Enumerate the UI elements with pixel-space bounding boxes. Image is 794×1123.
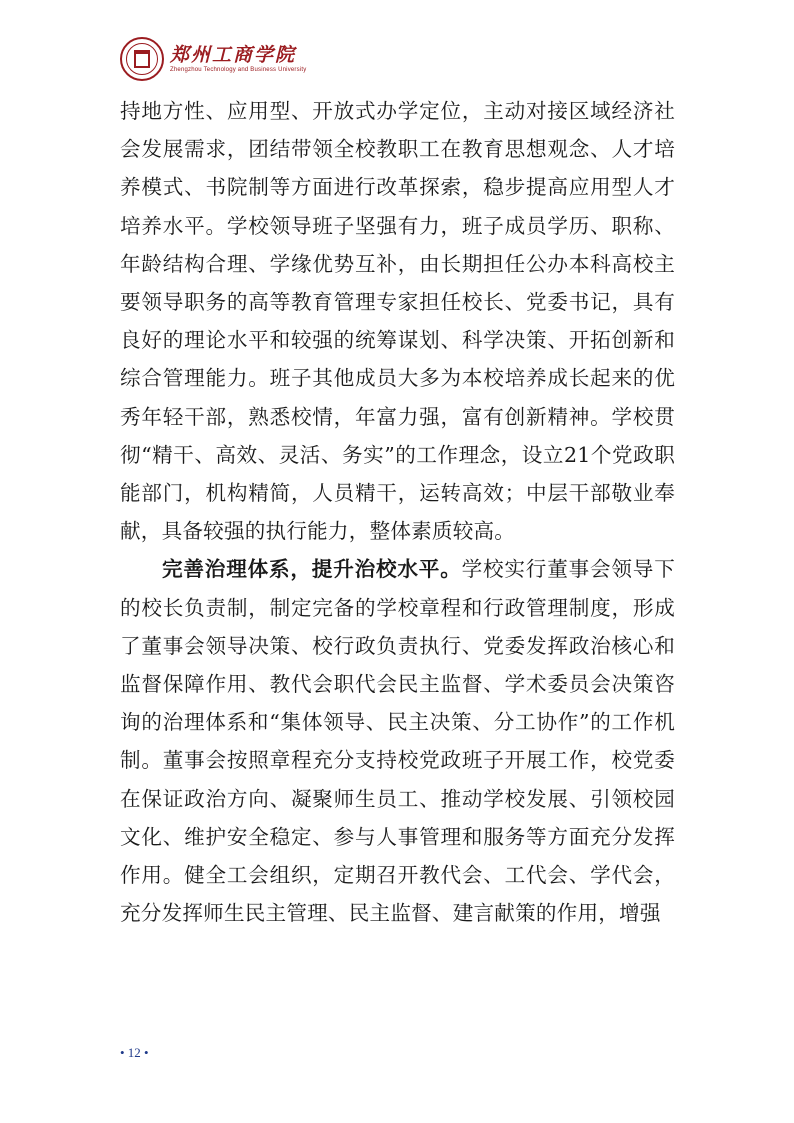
school-name-cn: 郑州工商学院 — [170, 44, 297, 66]
page-number: • 12 • — [120, 1045, 149, 1060]
seal-gate-icon — [134, 50, 150, 68]
paragraph-1: 持地方性、应用型、开放式办学定位，主动对接区域经济社会发展需求，团结带领全校教职工在教育思想观念、人才培养模式、书院制等方面进行改革探索，稳步提高应用型人才培养水平。学校领导班子坚强有力，班子成员学历、职称、年龄结构合理、学缘优势互补，由长期担任公办本科高校主要领导职务的高等教育管理专家担任校长、党委书记，具有良好的理论水平和较强的统筹谋划、科学决策、开拓创新和综合管理能力。班子其他成员大多为本校培养成长起来的优秀年轻干部，熟悉校情，年富力强，富有创新精神。学校贯彻“精干、高效、灵活、务实”的工作理念，设立21个党政职能部门，机构精简，人员精干，运转高效；中层干部敬业奉献，具备较强的执行能力，整体素质较高。 — [120, 99, 675, 544]
school-name-en: Zhengzhou Technology and Business University — [170, 67, 307, 73]
document-body — [120, 92, 675, 932]
paragraph-2-heading: 完善治理体系，提升治校水平。 — [162, 557, 462, 582]
school-seal-logo — [120, 37, 164, 81]
paragraph-2 — [120, 550, 675, 932]
page-header — [120, 34, 306, 84]
paragraph-2-text: 学校实行董事会领导下的校长负责制，制定完备的学校章程和行政管理制度，形成了董事会领导决策、校行政负责执行、党委发挥政治核心和监督保障作用、教代会职代会民主监督、学术委员会决策咨询的治理体系和“集体领导、民主决策、分工协作”的工作机制。董事会按照章程充分支持校党政班子开展工作，校党委在保证政治方向、凝聚师生员工、推动学校发展、引领校园文化、维护安全稳定、参与人事管理和服务等方面充分发挥作用。健全工会组织，定期召开教代会、工代会、学代会，充分发挥师生民主管理、民主监督、建言献策的作用，增强 — [120, 557, 675, 926]
school-brand — [170, 44, 306, 74]
